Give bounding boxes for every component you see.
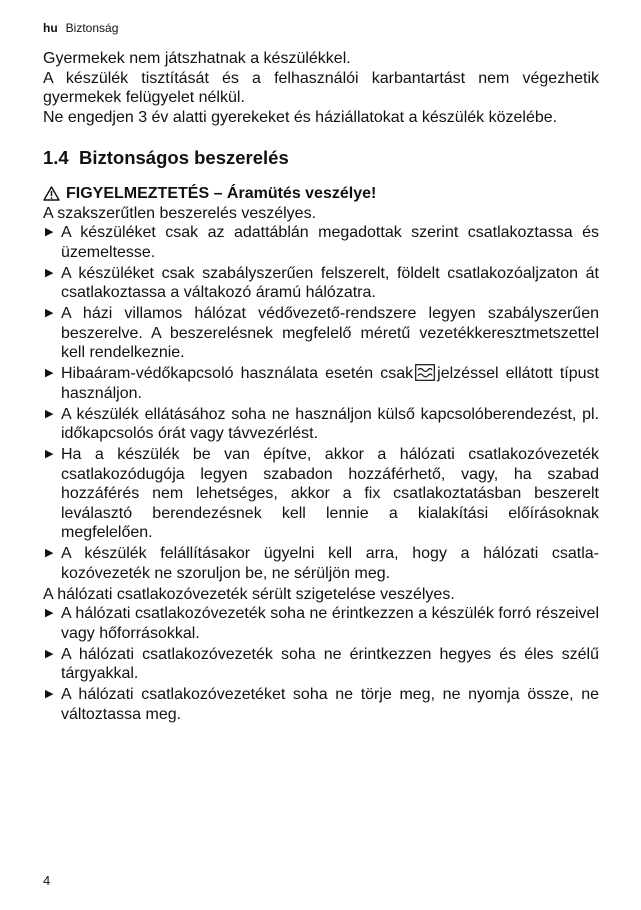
list-item: ▶ Ha a készülék be van építve, akkor a hálózati csatlakozóvezeték csatlakozódugója legyen szabadon hozzáférhető, vagy, ha szabad hozzáférés nem lehetséges, akkor a fix csatlakoztatásban beszerelt leválasztó berendezésnek kell lennie a kialakítási előírásoknak megfelelően.: [45, 446, 599, 541]
bullet-triangle-icon: ▶: [45, 647, 54, 660]
list-item: ▶ A készüléket csak szabályszerűen felszerelt, földelt csatlakozóaljzaton át csatlakoztassa a váltakozó áramú hálózatra.: [45, 264, 599, 301]
bullet-triangle-icon: ▶: [45, 307, 54, 319]
list-item: ▶ A házi villamos hálózat védővezető-rendszere legyen szabályszerűen beszerelve. A beszerelésnek megfelelő méretű vezetékkeresztmetszettel kell rendelkeznie.: [45, 305, 599, 361]
page-header: [43, 20, 118, 36]
list-item: ▶ A hálózati csatlakozóvezeték soha ne érintkezzen hegyes és éles szélű tárgyakkal.: [45, 645, 599, 682]
section-number: 1.4: [43, 147, 69, 168]
warning-heading: [43, 184, 599, 204]
bullet-triangle-icon: ▶: [45, 607, 54, 619]
list-item: ▶ Hibaáram-védőkapcsoló használata esetén csak jelzéssel ellátott típust használjon.: [45, 365, 599, 402]
bullet-triangle-icon: ▶: [45, 367, 54, 379]
list-item: ▶ A készülék ellátásához soha ne használjon külső kapcsolóberendezést, pl. időkapcsolós órát vagy távvezérlést.: [45, 405, 599, 442]
bullet-triangle-icon: ▶: [45, 688, 54, 700]
bullet-triangle-icon: ▶: [45, 226, 54, 238]
rcd-symbol-icon: [415, 364, 435, 381]
instruction-list: [43, 604, 599, 724]
hazard-statement: A hálózati csatlakozóvezeték sérült szigetelése veszélyes.: [43, 585, 455, 603]
section-title: Biztonságos beszerelés: [79, 147, 289, 168]
warning-triangle-icon: [43, 186, 60, 201]
language-code: hu: [43, 21, 58, 35]
list-item: ▶ A készüléket csak az adattáblán megadottak szerint csatlakoztassa és üzemeltesse.: [45, 224, 599, 261]
list-item: ▶ A készülék felállításakor ügyelni kell arra, hogy a hálózati csatlakozóvezeték ne szoruljon be, ne sérüljön meg.: [45, 545, 599, 582]
page-content: [43, 49, 599, 726]
bullet-triangle-icon: ▶: [45, 448, 54, 460]
hazard-statement: A szakszerűtlen beszerelés veszélyes.: [43, 204, 317, 222]
intro-paragraph: Gyermekek nem játszhatnak a készülékkel.: [43, 50, 351, 67]
instruction-list: [43, 223, 599, 583]
page-number: 4: [43, 873, 51, 888]
bullet-triangle-icon: ▶: [45, 407, 54, 420]
bullet-triangle-icon: ▶: [45, 547, 54, 559]
list-item: ▶ A hálózati csatlakozóvezeték soha ne érintkezzen a készülék forró részeivel vagy hőforrásokkal.: [45, 605, 599, 642]
intro-paragraph: A készülék tisztítását és a felhasználói karbantartást nem végezhetik gyermekek felügyelet nélkül.: [43, 69, 599, 106]
list-item: ▶ A hálózati csatlakozóvezetéket soha ne törje meg, ne nyomja össze, ne változtassa meg.: [45, 686, 599, 723]
section-heading: [43, 147, 599, 169]
header-section-title: Biztonság: [65, 21, 119, 35]
bullet-triangle-icon: ▶: [45, 266, 54, 279]
intro-paragraph: Ne engedjen 3 év alatti gyerekeket és háziállatokat a készülék közelébe.: [43, 108, 558, 126]
warning-text: FIGYELMEZTETÉS – Áramütés veszélye!: [66, 185, 377, 202]
